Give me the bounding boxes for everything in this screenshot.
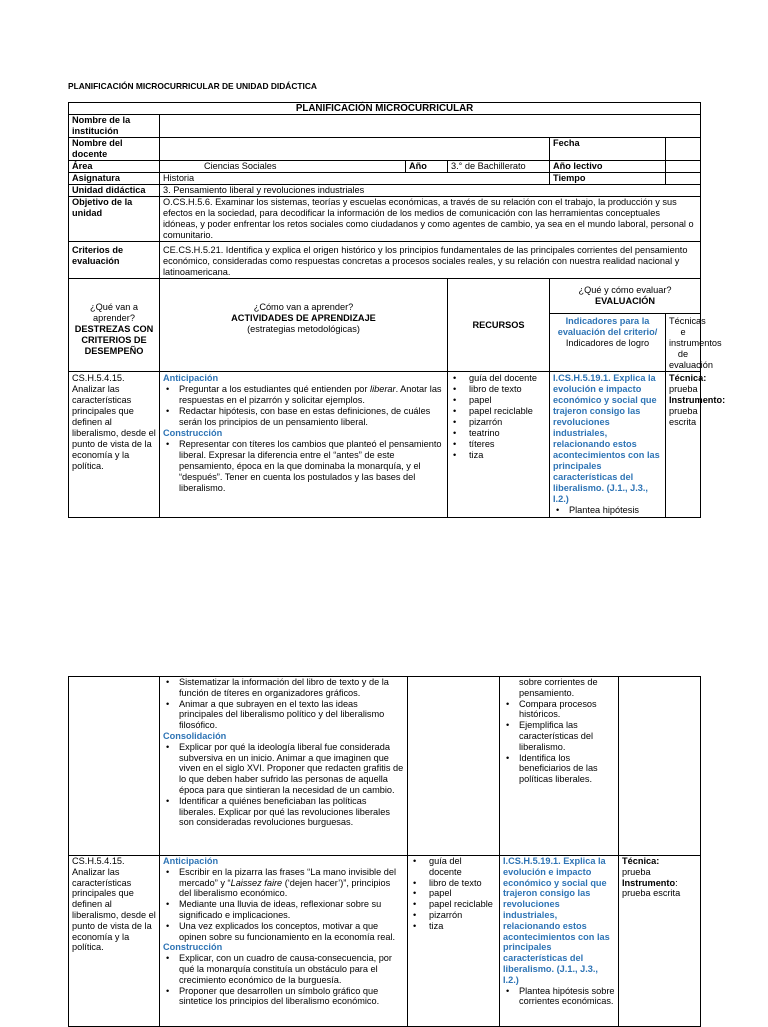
recursos-header: RECURSOS — [448, 279, 550, 372]
activity-row-2 — [69, 856, 701, 1027]
year-label: Año — [406, 161, 448, 173]
activity-item: • Proponer que desarrollen un símbolo gráfico que sintetice los principios del liberalismo económico. — [163, 986, 404, 1008]
unit-value: 3. Pensamiento liberal y revoluciones industriales — [160, 185, 701, 197]
phase-construccion-2: Construcción — [163, 942, 223, 953]
actividades-title: ACTIVIDADES DE APRENDIZAJE — [231, 312, 376, 323]
estrategias-subtitle: (estrategias metodológicas) — [247, 323, 360, 334]
objective-label: Objetivo de la unidad — [69, 197, 160, 242]
list-item: • Ejemplifica las características del liberalismo. — [503, 720, 615, 752]
subject-row — [69, 173, 701, 185]
indicadores-header — [550, 314, 666, 372]
logros-list-cont — [503, 699, 615, 785]
list-item: • pizarrón — [411, 910, 496, 921]
year-value: 3.° de Bachillerato — [448, 161, 550, 173]
title-row — [69, 103, 701, 115]
area-label: Área — [69, 161, 160, 173]
destrezas-header — [69, 279, 160, 372]
activity-emphasis: liberar — [370, 384, 396, 394]
technique-value: prueba — [669, 384, 698, 394]
evaluacion-title: EVALUACIÓN — [594, 296, 656, 306]
planning-table-page-2 — [68, 676, 701, 1027]
activities-cell-2 — [160, 856, 408, 1027]
activity-item: • Explicar, con un cuadro de causa-consecuencia, por qué la monarquía constituía un obstáculo para el crecimiento económico de la burguesía. — [163, 953, 404, 985]
list-item: • Plantea hipótesis sobre corrientes económicas. — [503, 986, 615, 1008]
list-item: • tiza — [411, 921, 496, 932]
list-item: • Compara procesos históricos. — [503, 699, 615, 721]
indicadores-logro-label: Indicadores de logro — [565, 338, 650, 348]
date-label: Fecha — [550, 138, 666, 161]
resources-cell-cont — [408, 677, 500, 856]
continuation-row — [69, 677, 701, 856]
activity-item: • Escribir en la pizarra las frases “La mano invisible del mercado” y “Laissez faire (‘dejen hacer’)”, principios del liberalismo económico. — [163, 867, 404, 899]
activities-list-cont-a — [163, 677, 404, 731]
activity-item: • Explicar por qué la ideología liberal fue considerada subversiva en un inicio. Animar a que imaginen que viven en el siglo XVI. Proponer que redacten grafitis de lo que deben haber sufrido las personas de aquella época para que sintieran la necesidad de un cambio. — [163, 742, 404, 796]
activity-item: • Representar con títeres los cambios que planteó el pensamiento liberal. Expresar la diferencia entre el “antes” de este pensamiento, época en la que dominaba la monarquía, y el “después”. Tener en cuenta los postulados y las bases del liberalismo. — [163, 439, 444, 494]
list-item: • guía del docente — [451, 373, 546, 384]
destreza-cell-cont — [69, 677, 160, 856]
teacher-value-cell[interactable] — [160, 138, 550, 161]
objective-value: O.CS.H.5.6. Examinar los sistemas, teorías y escuelas económicas, a través de su relación con el trabajo, la producción y sus efectos en la sociedad, para decodificar la información de los medios de comunicación con las herramientas conceptuales idóneas, y poder enfrentar los retos sociales como ciudadanos y como agentes de cambio, ya sea en el mundo laboral, personal o comunitario. — [160, 197, 701, 242]
header-row-top — [69, 279, 701, 314]
activities-cell-cont — [160, 677, 408, 856]
resources-list — [451, 373, 546, 461]
time-label: Tiempo — [550, 173, 666, 185]
list-item: • papel reciclable — [411, 899, 496, 910]
activity-item: • Mediante una lluvia de ideas, reflexionar sobre su significado e implicaciones. — [163, 899, 404, 921]
technique-label: Técnica: — [669, 373, 707, 383]
teacher-label: Nombre del docente — [69, 138, 160, 161]
objective-row — [69, 197, 701, 242]
time-value-cell[interactable] — [666, 173, 701, 185]
list-item: • libro de texto — [411, 878, 496, 889]
tecnicas-header: Técnicas e instrumentos de evaluación — [666, 314, 701, 372]
institution-value-cell[interactable] — [160, 115, 701, 138]
date-value-cell[interactable] — [666, 138, 701, 161]
technique-value-2: prueba — [622, 866, 651, 877]
school-year-label: Año lectivo — [550, 161, 666, 173]
destreza-cell: CS.H.5.4.15. Analizar las características principales que definen al liberalismo, desde el punto de vista de la economía y la política. — [69, 372, 160, 518]
activity-item: • Preguntar a los estudiantes qué entienden por liberar. Anotar las respuestas en el pizarrón y solicitar ejemplos. — [163, 384, 444, 406]
evaluacion-header — [550, 279, 701, 314]
unit-row — [69, 185, 701, 197]
instrument-value-2: : prueba escrita — [622, 877, 681, 899]
activities-list-anticipacion — [163, 384, 444, 428]
institution-row — [69, 115, 701, 138]
logros-list-2 — [503, 986, 615, 1008]
resources-cell-2 — [408, 856, 500, 1027]
list-item: • papel reciclable — [451, 406, 546, 417]
list-item: • libro de texto — [451, 384, 546, 395]
table-title: PLANIFICACIÓN MICROCURRICULAR — [69, 103, 701, 115]
list-item: • teatrino — [451, 428, 546, 439]
techniques-cell-cont — [619, 677, 701, 856]
technique-label-2: Técnica: — [622, 856, 660, 866]
indicators-cell — [550, 372, 666, 518]
phase-anticipacion-2: Anticipación — [163, 856, 219, 866]
area-value: Ciencias Sociales — [160, 161, 406, 173]
indicator-text: I.CS.H.5.19.1. Explica la evolución e impacto económico y social que trajeron consigo las revoluciones industriales, relacionando estos acontecimientos con las principales características del liberalismo. (J.1., J.3., I.2.) — [553, 373, 660, 504]
logro-continuation: sobre corrientes de pensamiento. — [519, 677, 598, 698]
instrument-value: prueba escrita — [669, 406, 698, 427]
q-como: ¿Cómo van a aprender? — [253, 301, 354, 312]
q-aprender: ¿Qué van a aprender? — [89, 301, 138, 323]
indicators-cell-cont — [500, 677, 619, 856]
actividades-header — [160, 279, 448, 372]
phase-anticipacion: Anticipación — [163, 373, 219, 383]
document-title: PLANIFICACIÓN MICROCURRICULAR DE UNIDAD DIDÁCTICA — [68, 81, 317, 91]
list-item: • Identifica los beneficiarios de las políticas liberales. — [503, 753, 615, 785]
unit-label: Unidad didáctica — [69, 185, 160, 197]
resources-cell — [448, 372, 550, 518]
list-item: • pizarrón — [451, 417, 546, 428]
list-item: • Plantea hipótesis — [553, 505, 662, 516]
techniques-cell — [666, 372, 726, 518]
instrument-label-2: Instrumento — [622, 877, 676, 888]
activity-item: • Animar a que subrayen en el texto las ideas principales del liberalismo político y del liberalismo filosófico. — [163, 699, 404, 731]
criteria-label: Criterios de evaluación — [69, 242, 160, 279]
criteria-row — [69, 242, 701, 279]
activity-item: • Sistematizar la información del libro de texto y de la función de títeres en organizadores gráficos. — [163, 677, 404, 699]
indicadores-criterio-label: Indicadores para la evaluación del criterio/ — [557, 316, 658, 337]
phase-consolidacion: Consolidación — [163, 730, 227, 741]
activities-list-anticipacion-2 — [163, 867, 404, 943]
indicators-cell-2 — [500, 856, 619, 1027]
indicator-text-2: I.CS.H.5.19.1. Explica la evolución e impacto económico y social que trajeron consigo las revoluciones industriales, relacionando estos acontecimientos con las principales características del liberalismo. (J.1., J.3., I.2.) — [503, 856, 610, 985]
techniques-cell-2 — [619, 856, 701, 1027]
institution-label: Nombre de la institución — [69, 115, 160, 138]
planning-table-page-1 — [68, 102, 726, 518]
teacher-row — [69, 138, 701, 161]
activity-emphasis: Laissez faire — [230, 877, 283, 888]
activities-list-consolidacion — [163, 742, 404, 828]
activities-list-construccion — [163, 439, 444, 494]
subject-value: Historia — [160, 173, 550, 185]
list-item: • guía del docente — [411, 856, 496, 878]
area-row — [69, 161, 701, 173]
criteria-value: CE.CS.H.5.21. Identifica y explica el origen histórico y los principios fundamentales de las principales corrientes del pensamiento económico, consideradas como respuestas concretas a procesos sociales reales, y su relación con nuestra realidad nacional y latinoamericana. — [160, 242, 701, 279]
list-item: • papel — [451, 395, 546, 406]
list-item: • tiza — [451, 450, 546, 461]
q-evaluar: ¿Qué y cómo evaluar? — [578, 285, 672, 295]
phase-construccion: Construcción — [163, 428, 223, 438]
subject-label: Asignatura — [69, 173, 160, 185]
activities-list-construccion-2 — [163, 953, 404, 1007]
school-year-value-cell[interactable] — [666, 161, 701, 173]
destrezas-title: DESTREZAS CON CRITERIOS DE DESEMPEÑO — [74, 323, 154, 356]
resources-list-2 — [411, 856, 496, 932]
activity-item: • Identificar a quiénes beneficiaban las políticas liberales. Explicar por qué las revoluciones liberales son consideradas revoluciones burguesas. — [163, 796, 404, 828]
activity-item: • Una vez explicados los conceptos, motivar a que opinen sobre su funcionamiento en la economía real. — [163, 921, 404, 943]
activity-item: • Redactar hipótesis, con base en estas definiciones, de cuáles serán los principios de un pensamiento liberal. — [163, 406, 444, 428]
list-item: • títeres — [451, 439, 546, 450]
destreza-cell-2: CS.H.5.4.15. Analizar las características principales que definen al liberalismo, desde el punto de vista de la economía y la política. — [69, 856, 160, 1027]
activities-cell — [160, 372, 448, 518]
logros-list — [553, 505, 662, 516]
list-item: • papel — [411, 888, 496, 899]
activity-row-1 — [69, 372, 701, 518]
instrument-label: Instrumento: — [669, 395, 726, 405]
